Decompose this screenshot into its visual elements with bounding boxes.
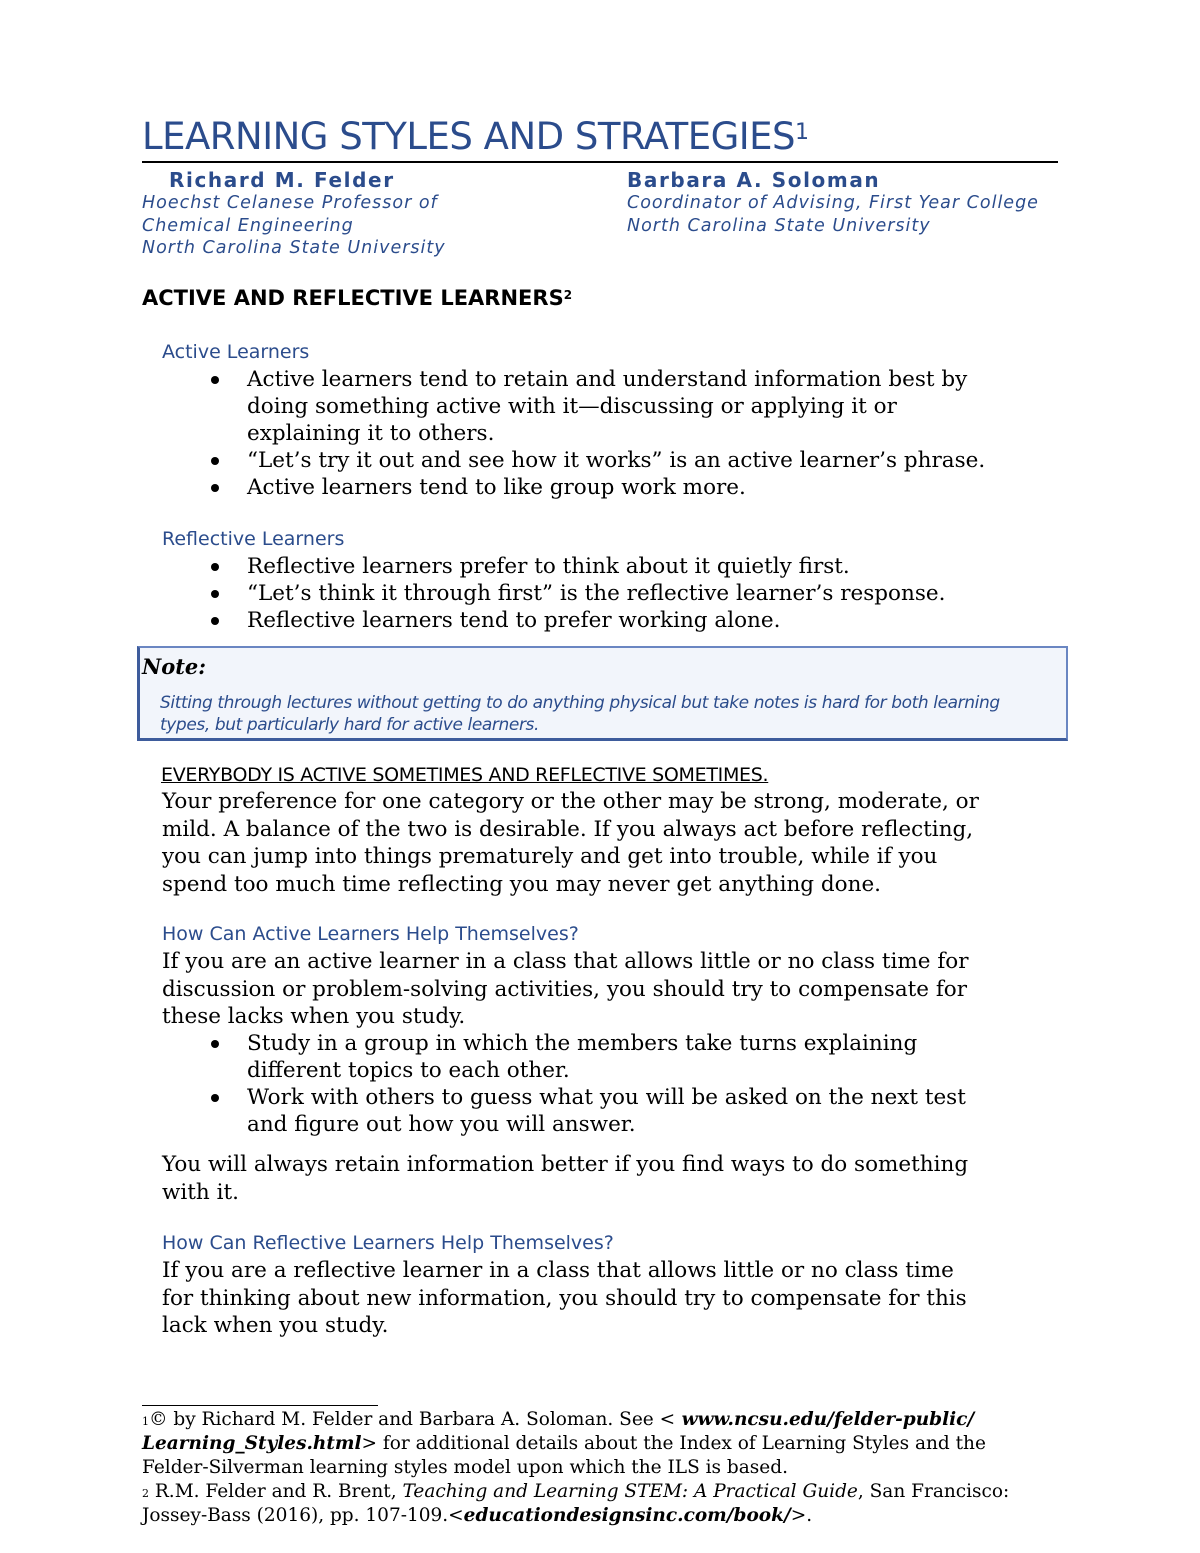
active-learners-list bbox=[211, 366, 985, 501]
help-reflective-heading: How Can Reflective Learners Help Themselves? bbox=[162, 1232, 614, 1254]
footnote-marker: 2 bbox=[563, 288, 573, 302]
help-reflective-intro: If you are a reflective learner in a class that allows little or no class time for thinking about new information, you should try to compensate for this lack when you study. bbox=[162, 1258, 967, 1338]
bullet-icon bbox=[211, 484, 219, 492]
help-active-list bbox=[211, 1030, 966, 1138]
author-affiliation-soloman: Coordinator of Advising, First Year College North Carolina State University bbox=[627, 193, 1039, 236]
help-active-heading: How Can Active Learners Help Themselves? bbox=[162, 923, 579, 945]
note-text: Sitting through lectures without getting to do anything physical but take notes is hard for both learning types, but particularly hard for active learners. bbox=[160, 693, 1000, 735]
footnote-1: $^1$© by Richard M. Felder and Barbara A. Soloman. See < www.ncsu.edu/felder-public/ Learning_Styles.html> for additional details about the Index of Learning Styles and the Felder-Silverman learning styles model upon which the ILS is based. bbox=[142, 1409, 986, 1478]
bullet-icon bbox=[211, 1040, 219, 1048]
everybody-heading: EVERYBODY IS ACTIVE SOMETIMES AND REFLECTIVE SOMETIMES. bbox=[161, 764, 769, 786]
footnotes bbox=[142, 1408, 1009, 1528]
section-heading: ACTIVE AND REFLECTIVE LEARNERS$^2$ bbox=[142, 286, 573, 310]
book-title: Teaching and Learning STEM: A Practical Guide bbox=[402, 1481, 858, 1502]
footnote-link[interactable]: www.ncsu.edu/felder-public/ bbox=[675, 1409, 975, 1430]
bullet-icon bbox=[211, 590, 219, 598]
footnote-link[interactable]: educationdesignsinc.com/book/ bbox=[463, 1505, 791, 1526]
help-active-intro: If you are an active learner in a class that allows little or no class time for discussion or problem-solving activities, you should try to compensate for these lacks when you study. bbox=[162, 949, 969, 1029]
list-item: Active learners tend to like group work more. bbox=[211, 474, 985, 501]
title-divider bbox=[142, 161, 1058, 163]
author-name-felder: Richard M. Felder bbox=[169, 168, 395, 192]
note-title: Note: bbox=[142, 654, 207, 679]
active-learners-heading: Active Learners bbox=[162, 341, 310, 363]
reflective-learners-list bbox=[211, 553, 945, 634]
footnote-divider bbox=[142, 1405, 378, 1406]
list-item: Reflective learners prefer to think about it quietly first. bbox=[211, 553, 945, 580]
reflective-learners-heading: Reflective Learners bbox=[162, 528, 345, 550]
list-item: Active learners tend to retain and understand information best by doing something active with it—discussing or applying it or explaining it to others. bbox=[211, 366, 985, 447]
footnote-link[interactable]: Learning_Styles.html bbox=[142, 1433, 362, 1454]
bullet-icon bbox=[211, 376, 219, 384]
author-name-soloman: Barbara A. Soloman bbox=[627, 168, 881, 192]
help-active-closing: You will always retain information better if you find ways to do something with it. bbox=[162, 1152, 969, 1205]
bullet-icon bbox=[211, 1094, 219, 1102]
bullet-icon bbox=[211, 563, 219, 571]
author-affiliation-felder: Hoechst Celanese Professor of Chemical Engineering North Carolina State University bbox=[142, 193, 446, 258]
footnote-marker: 1 bbox=[795, 120, 809, 145]
page-title: LEARNING STYLES AND STRATEGIES$^1$ bbox=[142, 115, 809, 158]
list-item: Study in a group in which the members take turns explaining different topics to each other. bbox=[211, 1030, 966, 1084]
bullet-icon bbox=[211, 457, 219, 465]
list-item: Work with others to guess what you will be asked on the next test and figure out how you will answer. bbox=[211, 1084, 966, 1138]
footnote-2: $^2$ R.M. Felder and R. Brent, Teaching and Learning STEM: A Practical Guide, San Francisco: Jossey-Bass (2016), pp. 107-109.<educationdesignsinc.com/book/>. bbox=[142, 1481, 1010, 1526]
everybody-paragraph: Your preference for one category or the other may be strong, moderate, or mild. A balance of the two is desirable. If you always act before reflecting, you can jump into things prematurely and get into trouble, while if you spend too much time reflecting you may never get anything done. bbox=[162, 789, 979, 897]
list-item: “Let’s try it out and see how it works” is an active learner’s phrase. bbox=[211, 447, 985, 474]
list-item: “Let’s think it through first” is the reflective learner’s response. bbox=[211, 580, 945, 607]
list-item: Reflective learners tend to prefer working alone. bbox=[211, 607, 945, 634]
bullet-icon bbox=[211, 617, 219, 625]
